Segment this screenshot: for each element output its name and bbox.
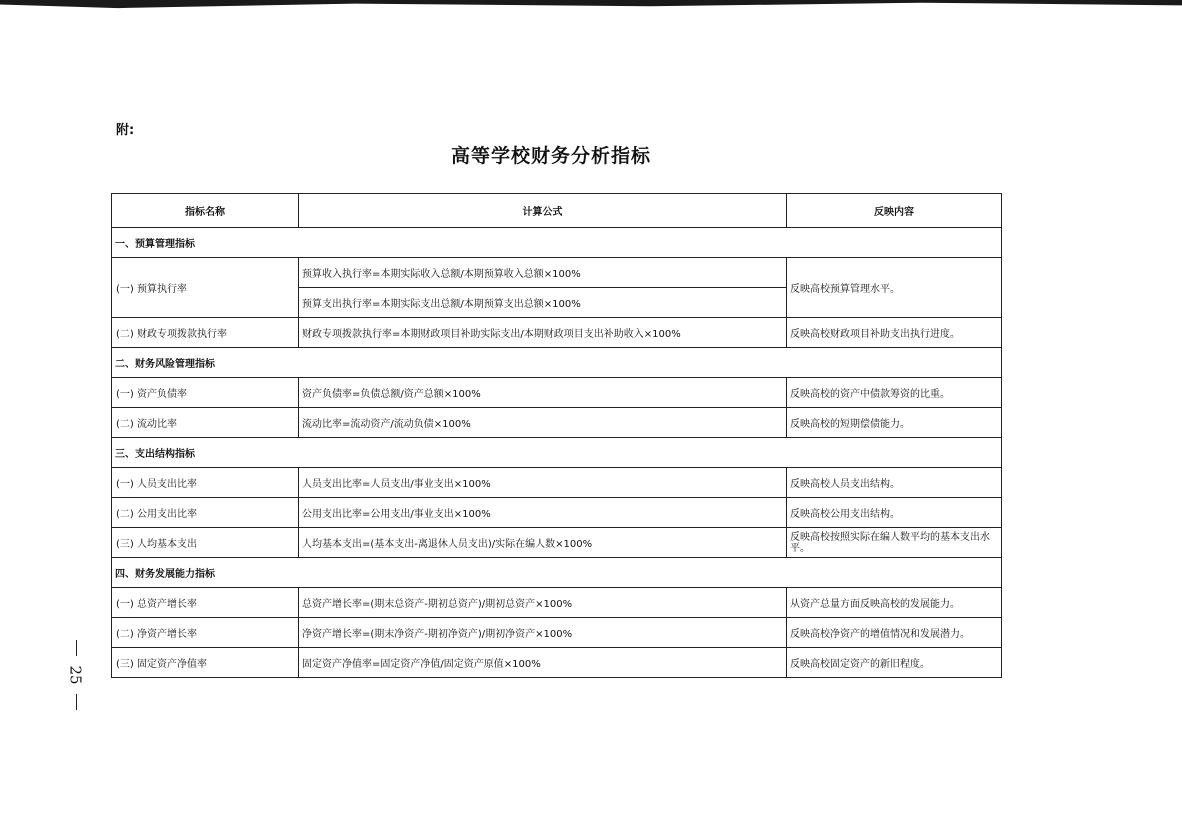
document-title: 高等学校财务分析指标 [450,145,651,167]
section-heading: 四、财务发展能力指标 [112,558,1002,588]
table-row [112,618,1002,648]
content-cell: 从资产总量方面反映高校的发展能力。 [787,588,1002,618]
table-row [112,588,1002,618]
content-cell: 反映高校财政项目补助支出执行进度。 [787,318,1002,348]
indicator-name: (二) 净资产增长率 [112,618,299,648]
formula-cell: 预算支出执行率=本期实际支出总额/本期预算支出总额×100% [299,288,787,318]
section-heading: 二、财务风险管理指标 [112,348,1002,378]
header-content: 反映内容 [787,194,1002,228]
content-cell: 反映高校净资产的增值情况和发展潜力。 [787,618,1002,648]
section-row [112,558,1002,588]
indicator-table [111,193,1002,678]
formula-cell: 公用支出比率=公用支出/事业支出×100% [299,498,787,528]
scan-edge-shadow [0,0,1182,9]
content-cell: 反映高校预算管理水平。 [787,258,1002,318]
table-row [112,648,1002,678]
section-row [112,228,1002,258]
content-cell: 反映高校按照实际在编人数平均的基本支出水平。 [787,528,1002,558]
formula-cell: 流动比率=流动资产/流动负债×100% [299,408,787,438]
formula-cell: 固定资产净值率=固定资产净值/固定资产原值×100% [299,648,787,678]
formula-cell: 人均基本支出=(基本支出-离退休人员支出)/实际在编人数×100% [299,528,787,558]
formula-cell: 资产负债率=负债总额/资产总额×100% [299,378,787,408]
formula-cell: 人员支出比率=人员支出/事业支出×100% [299,468,787,498]
header-formula: 计算公式 [299,194,787,228]
indicator-name: (一) 资产负债率 [112,378,299,408]
table-row [112,468,1002,498]
section-heading: 三、支出结构指标 [112,438,1002,468]
content-cell: 反映高校固定资产的新旧程度。 [787,648,1002,678]
attachment-label: 附: [116,123,135,138]
indicator-name: (二) 公用支出比率 [112,498,299,528]
page-number [60,640,92,710]
table-row [112,378,1002,408]
page-number-dash [76,640,77,656]
content-cell: 反映高校公用支出结构。 [787,498,1002,528]
table-header-row [112,194,1002,228]
formula-cell: 净资产增长率=(期末净资产-期初净资产)/期初净资产×100% [299,618,787,648]
indicator-name: (三) 固定资产净值率 [112,648,299,678]
table-row [112,528,1002,558]
section-row [112,438,1002,468]
formula-cell: 财政专项拨款执行率=本期财政项目补助实际支出/本期财政项目支出补助收入×100% [299,318,787,348]
section-row [112,348,1002,378]
content-cell: 反映高校的资产中债款筹资的比重。 [787,378,1002,408]
table-row [112,408,1002,438]
section-heading: 一、预算管理指标 [112,228,1002,258]
header-indicator-name: 指标名称 [112,194,299,228]
indicator-name: (一) 总资产增长率 [112,588,299,618]
indicator-name: (一) 预算执行率 [112,258,299,318]
content-cell: 反映高校的短期偿债能力。 [787,408,1002,438]
table-row [112,258,1002,288]
content-cell: 反映高校人员支出结构。 [787,468,1002,498]
formula-cell: 总资产增长率=(期末总资产-期初总资产)/期初总资产×100% [299,588,787,618]
indicator-name: (三) 人均基本支出 [112,528,299,558]
page-number-dash [76,694,77,710]
table-row [112,498,1002,528]
indicator-name: (一) 人员支出比率 [112,468,299,498]
formula-cell: 预算收入执行率=本期实际收入总额/本期预算收入总额×100% [299,258,787,288]
indicator-name: (二) 财政专项拨款执行率 [112,318,299,348]
table-row [112,318,1002,348]
page-number-text: 25 [67,665,85,685]
indicator-name: (二) 流动比率 [112,408,299,438]
